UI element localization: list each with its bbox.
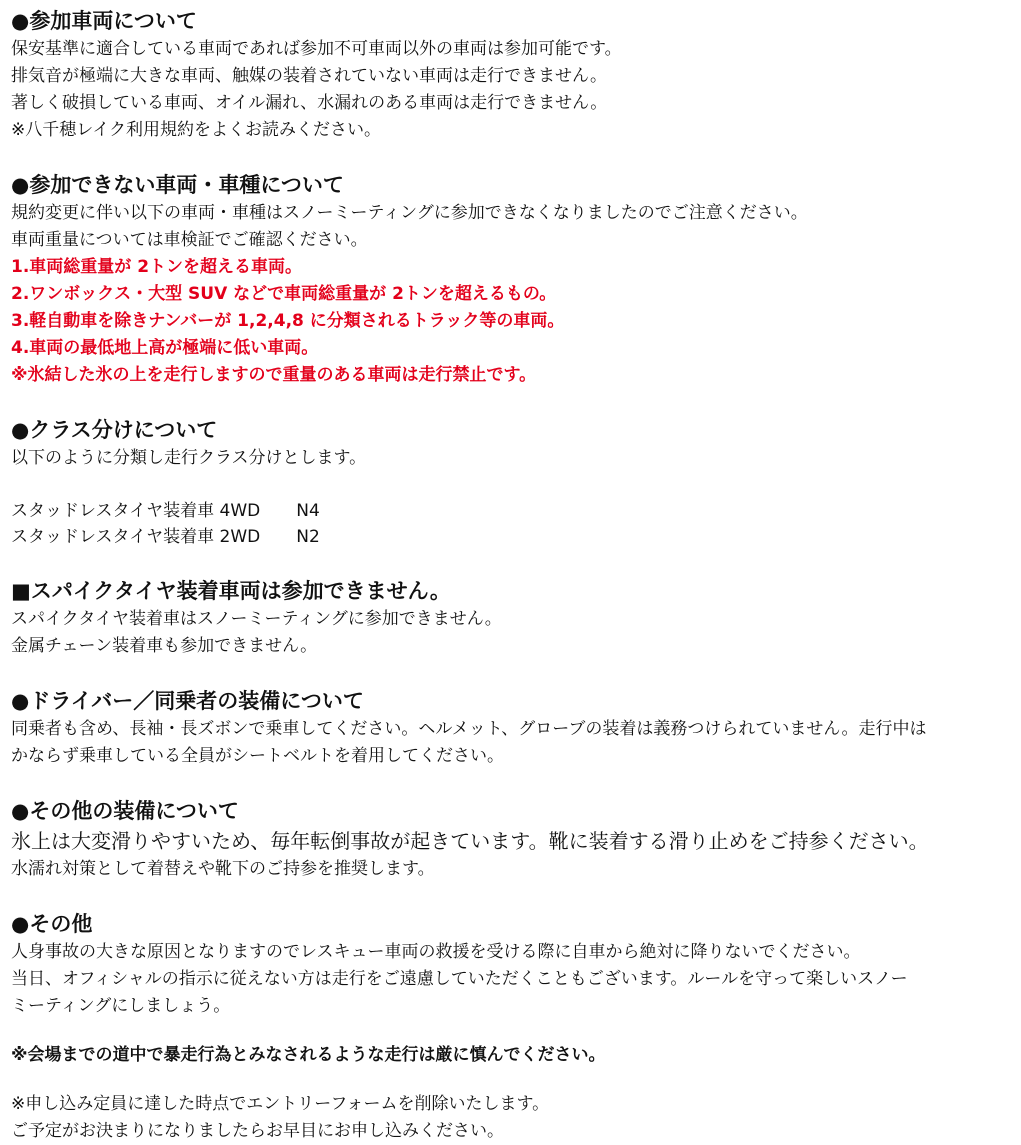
class-label: スタッドレスタイヤ装着車 2WD — [11, 527, 261, 547]
section-heading-spike-tires: ■スパイクタイヤ装着車両は参加できません。 — [11, 579, 451, 603]
text-line: 規約変更に伴い以下の車両・車種はスノーミーティングに参加できなくなりましたのでご注意ください。 — [11, 203, 808, 223]
red-rule-line: 2.ワンボックス・大型 SUV などで車両総重量が 2トンを超えるもの。 — [11, 284, 557, 304]
notice-page — [11, 6, 1011, 1145]
text-line: 著しく破損している車両、オイル漏れ、水漏れのある車両は走行できません。 — [11, 93, 608, 113]
class-row — [11, 498, 1011, 524]
section-heading-vehicles: ●参加車両について — [11, 9, 197, 33]
text-line: 車両重量については車検証でご確認ください。 — [11, 230, 368, 250]
text-line: 同乗者も含め、長袖・長ズボンで乗車してください。ヘルメット、グローブの装着は義務つけられていません。走行中は — [11, 719, 927, 739]
text-line: 水濡れ対策として着替えや靴下のご持参を推奨します。 — [11, 859, 435, 879]
text-line: 以下のように分類し走行クラス分けとします。 — [11, 448, 367, 468]
footer-line: ご予定がお決まりになりましたらお早目にお申し込みください。 — [11, 1121, 504, 1141]
section-heading-other-equipment: ●その他の装備について — [11, 799, 239, 823]
text-line: 当日、オフィシャルの指示に従えない方は走行をご遠慮していただくこともございます。ルールを守って楽しいスノー — [11, 969, 908, 989]
section-heading-other: ●その他 — [11, 912, 93, 936]
class-row — [11, 524, 1011, 550]
section-heading-excluded-vehicles: ●参加できない車両・車種について — [11, 173, 344, 197]
text-line: ※八千穂レイク利用規約をよくお読みください。 — [11, 120, 382, 140]
red-rule-line: 4.車両の最低地上高が極端に低い車両。 — [11, 338, 319, 358]
text-line: かならず乗車している全員がシートベルトを着用してください。 — [11, 746, 504, 766]
text-line: ミーティングにしましょう。 — [11, 996, 231, 1016]
text-line: 排気音が極端に大きな車両、触媒の装着されていない車両は走行できません。 — [11, 66, 608, 86]
red-rule-line: 3.軽自動車を除きナンバーが 1,2,4,8 に分類されるトラック等の車両。 — [11, 311, 565, 331]
warning-line: ※会場までの道中で暴走行為とみなされるような走行は厳に慎んでください。 — [11, 1045, 606, 1065]
red-rule-line: ※氷結した氷の上を走行しますので重量のある車両は走行禁止です。 — [11, 365, 537, 385]
text-line: スパイクタイヤ装着車はスノーミーティングに参加できません。 — [11, 609, 502, 629]
text-line: 金属チェーン装着車も参加できません。 — [11, 636, 318, 656]
class-code: N2 — [296, 527, 320, 547]
section-heading-driver-equipment: ●ドライバー／同乗者の装備について — [11, 689, 364, 713]
red-rule-line: 1.車両総重量が 2トンを超える車両。 — [11, 257, 303, 277]
footer-line: ※申し込み定員に達した時点でエントリーフォームを削除いたします。 — [11, 1094, 550, 1114]
section-heading-classes: ●クラス分けについて — [11, 418, 218, 442]
class-code: N4 — [296, 501, 320, 521]
emphasis-line: 氷上は大変滑りやすいため、毎年転倒事故が起きています。靴に装着する滑り止めをご持参ください。 — [11, 829, 929, 853]
text-line: 保安基準に適合している車両であれば参加不可車両以外の車両は参加可能です。 — [11, 39, 622, 59]
class-label: スタッドレスタイヤ装着車 4WD — [11, 501, 261, 521]
text-line: 人身事故の大きな原因となりますのでレスキュー車両の救援を受ける際に自車から絶対に降りないでください。 — [11, 942, 861, 962]
